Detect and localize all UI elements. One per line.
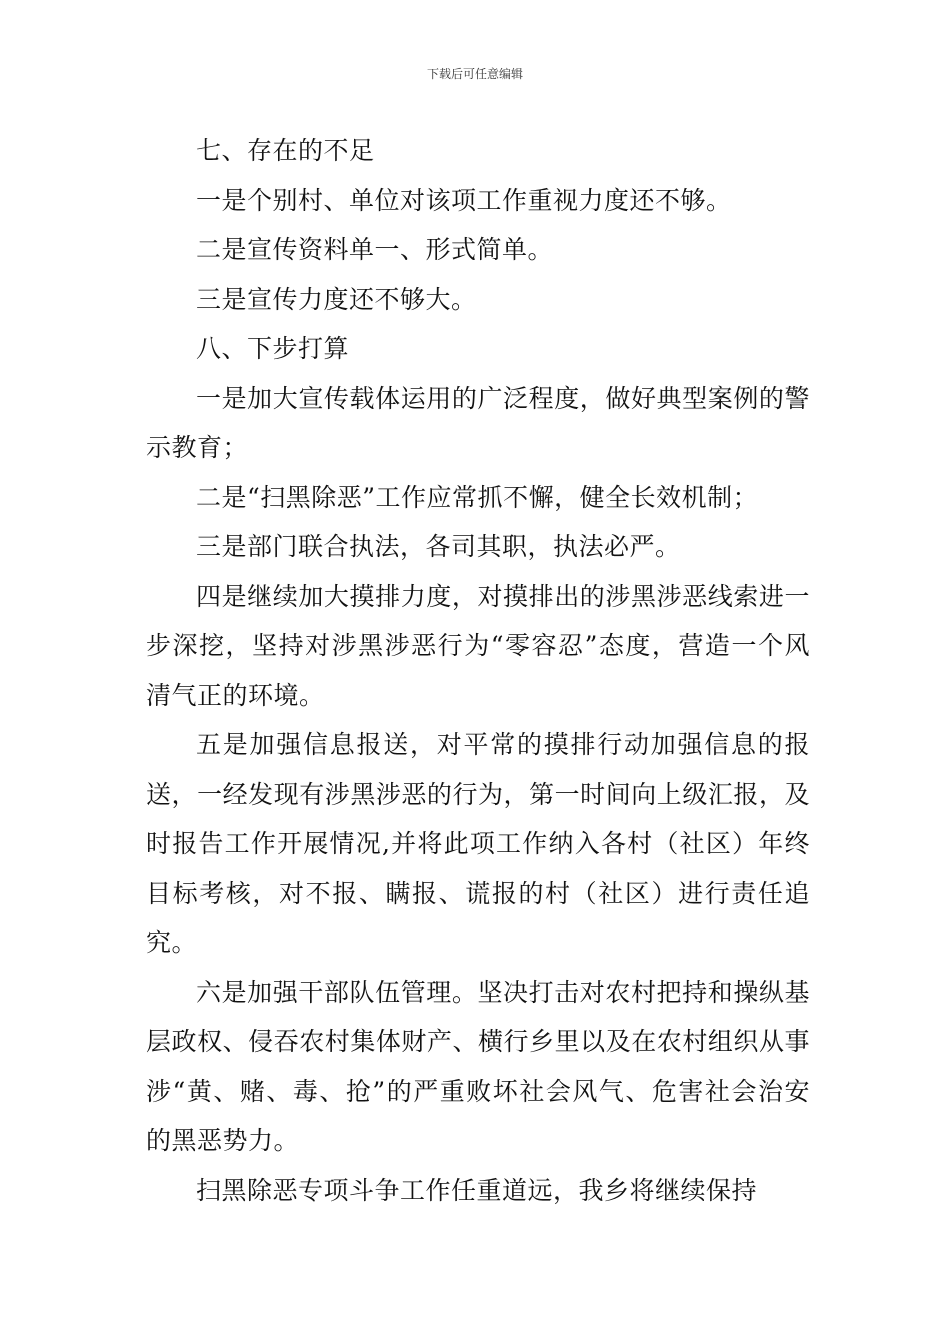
paragraph: 一是加大宣传载体运用的广泛程度，做好典型案例的警示教育；	[146, 383, 810, 462]
paragraph: 扫黑除恶专项斗争工作任重道远，我乡将继续保持	[196, 1175, 758, 1205]
paragraph: 四是继续加大摸排力度，对摸排出的涉黑涉恶线索进一步深挖，坚持对涉黑涉恶行为“零容忍”态度，营造一个风清气正的环境。	[146, 581, 810, 710]
paragraph: 一是个别村、单位对该项工作重视力度还不够。	[196, 185, 732, 215]
paragraph: 三是部门联合执法，各司其职，执法必严。	[196, 532, 681, 561]
paragraph: 五是加强信息报送，对平常的摸排行动加强信息的报送，一经发现有涉黑涉恶的行为，第一时间向上级汇报，及时报告工作开展情况,并将此项工作纳入各村（社区）年终目标考核，对不报、瞒报、谎报的村（社区）进行责任追究。	[146, 730, 810, 957]
paragraph: 六是加强干部队伍管理。坚决打击对农村把持和操纵基层政权、侵吞农村集体财产、横行乡里以及在农村组织从事涉“黄、赌、毒、抢”的严重败坏社会风气、危害社会治安的黑恶势力。	[146, 977, 810, 1155]
section-heading-next-steps: 八、下步打算	[196, 334, 350, 363]
page-header: 下载后可任意编辑	[426, 67, 523, 81]
paragraph: 二是宣传资料单一、形式简单。	[196, 235, 554, 264]
paragraph: 三是宣传力度还不够大。	[196, 284, 477, 314]
document-body	[146, 126, 810, 1215]
paragraph: 二是“扫黑除恶”工作应常抓不懈，健全长效机制；	[196, 482, 759, 512]
section-heading-shortcomings: 七、存在的不足	[196, 136, 375, 165]
